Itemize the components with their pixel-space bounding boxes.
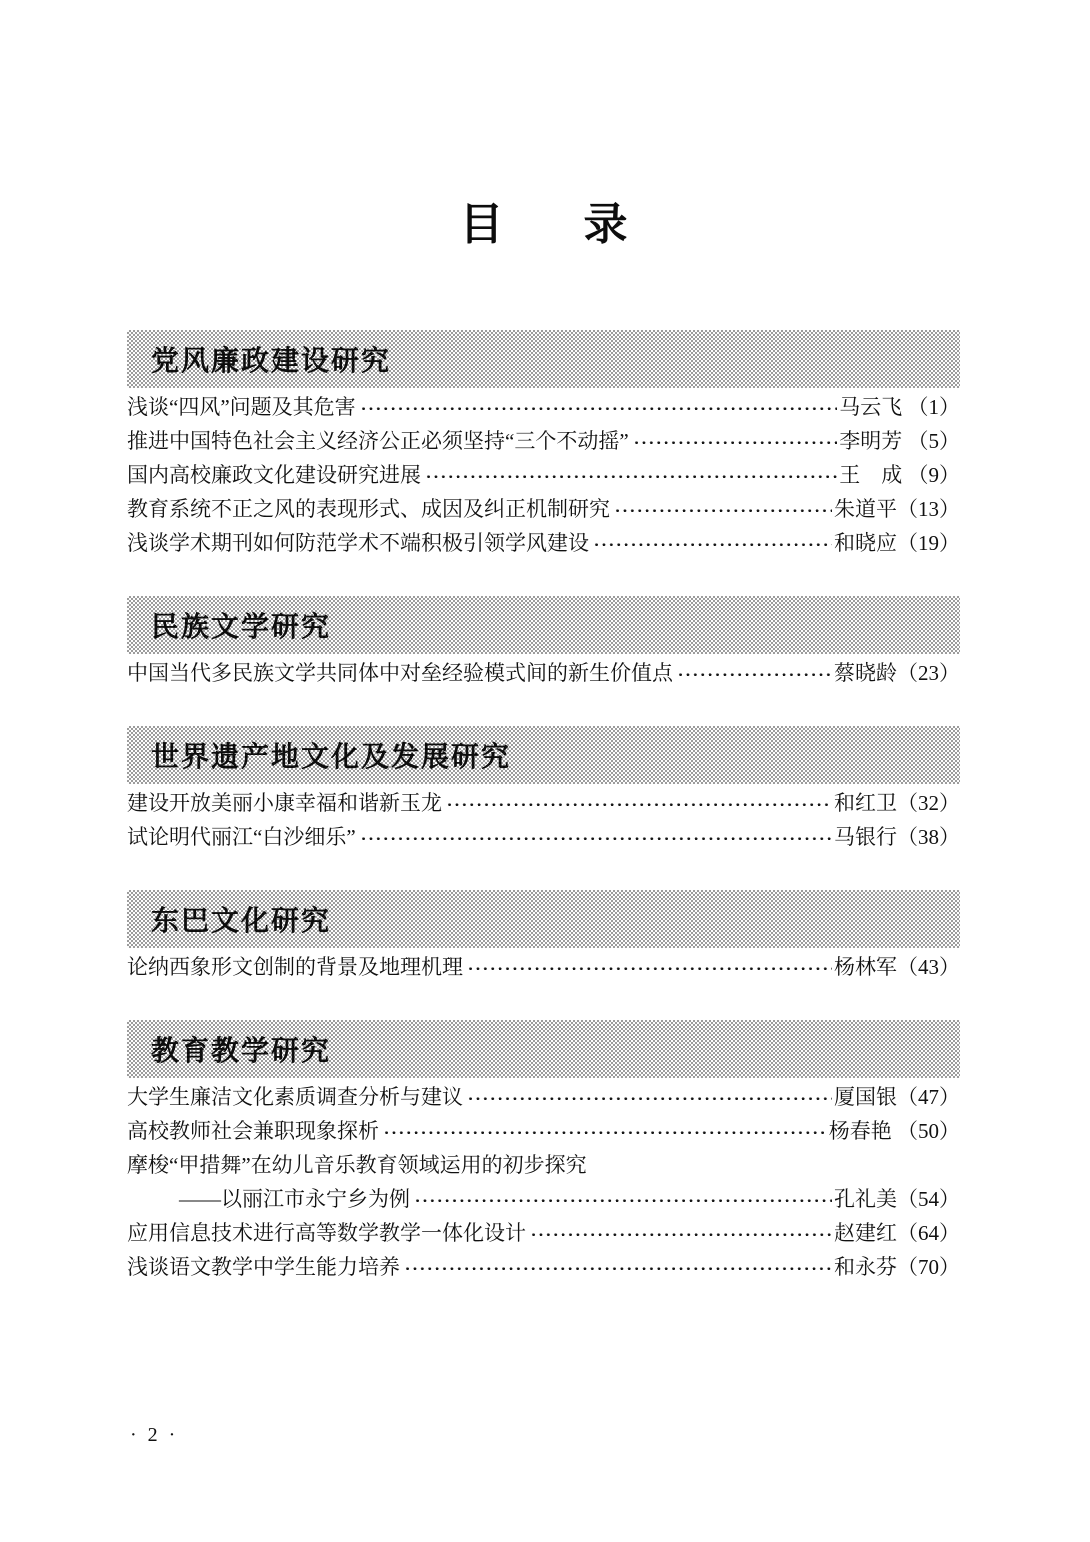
toc-entry-title-line xyxy=(127,1148,960,1182)
entry-ref xyxy=(834,786,960,820)
entry-title: 建设开放美丽小康幸福和谐新玉龙 xyxy=(127,791,442,815)
entry-ref xyxy=(839,390,960,424)
toc-entry xyxy=(127,1216,960,1250)
dot-leader xyxy=(360,820,832,854)
entry-page-number: （5） xyxy=(902,429,960,453)
toc-entry xyxy=(127,1182,960,1216)
dot-leader xyxy=(414,1182,832,1216)
page-title-char-1: 目 xyxy=(459,200,504,249)
entry-title: 论纳西象形文创制的背景及地理机理 xyxy=(127,955,463,979)
section-entries xyxy=(127,784,960,854)
entry-title: 浅谈语文教学中学生能力培养 xyxy=(127,1255,400,1279)
dot-leader xyxy=(467,1080,832,1114)
entry-title: 推进中国特色社会主义经济公正必须坚持“三个不动摇” xyxy=(127,429,629,453)
section-heading-bar xyxy=(127,726,960,784)
section-entries xyxy=(127,654,960,690)
entry-author: 和晓应 xyxy=(834,531,897,555)
toc-entry xyxy=(127,656,960,690)
entry-page-number: （38） xyxy=(897,825,960,849)
entry-author: 赵建红 xyxy=(834,1221,897,1245)
section-heading-bar xyxy=(127,1020,960,1078)
section-entries xyxy=(127,948,960,984)
dot-leader xyxy=(633,424,838,458)
section-heading-label: 教育教学研究 xyxy=(151,1035,332,1066)
entry-title: 浅谈“四风”问题及其危害 xyxy=(127,395,356,419)
entry-page-number: （1） xyxy=(902,395,960,419)
entry-ref xyxy=(834,656,960,690)
section-heading-label: 东巴文化研究 xyxy=(151,905,332,936)
entry-ref xyxy=(834,820,960,854)
entry-page-number: （70） xyxy=(897,1255,960,1279)
toc-entry xyxy=(127,950,960,984)
entry-page-number: （9） xyxy=(902,463,960,487)
toc-entry xyxy=(127,390,960,424)
dot-leader xyxy=(677,656,832,690)
dot-leader xyxy=(530,1216,832,1250)
toc-entry xyxy=(127,1080,960,1114)
section-heading-label: 世界遗产地文化及发展研究 xyxy=(151,741,512,772)
toc-entry xyxy=(127,820,960,854)
dot-leader xyxy=(593,526,832,560)
entry-author: 马云飞 xyxy=(839,395,903,419)
toc-sections xyxy=(127,330,960,1284)
dot-leader xyxy=(383,1114,827,1148)
dot-leader xyxy=(425,458,837,492)
entry-page-number: （43） xyxy=(897,955,960,979)
toc-section-4 xyxy=(127,890,960,984)
entry-page-number: （50） xyxy=(891,1119,960,1143)
entry-ref xyxy=(834,526,960,560)
entry-ref xyxy=(829,1114,960,1148)
entry-author: 孔礼美 xyxy=(834,1187,897,1211)
entry-title: 浅谈学术期刊如何防范学术不端积极引领学风建设 xyxy=(127,531,589,555)
entry-ref xyxy=(839,424,960,458)
entry-page-number: （32） xyxy=(897,791,960,815)
entry-page-number: （13） xyxy=(897,497,960,521)
toc-section-3 xyxy=(127,726,960,854)
toc-entry xyxy=(127,526,960,560)
entry-title: 国内高校廉政文化建设研究进展 xyxy=(127,463,421,487)
entry-author: 和红卫 xyxy=(834,791,897,815)
toc-section-1 xyxy=(127,330,960,560)
entry-page-number: （54） xyxy=(897,1187,960,1211)
page-title xyxy=(127,198,960,252)
page-title-char-2: 录 xyxy=(583,200,628,249)
section-heading-bar xyxy=(127,596,960,654)
entry-author: 蔡晓龄 xyxy=(834,661,897,685)
toc-entry xyxy=(127,492,960,526)
entry-author: 和永芬 xyxy=(834,1255,897,1279)
section-heading-label: 党风廉政建设研究 xyxy=(151,345,392,376)
page-number: · 2 · xyxy=(130,1424,179,1446)
entry-ref xyxy=(834,1250,960,1284)
section-entries xyxy=(127,388,960,560)
entry-page-number: （19） xyxy=(897,531,960,555)
dot-leader xyxy=(360,390,838,424)
entry-author: 王 成 xyxy=(839,463,903,487)
toc-entry xyxy=(127,424,960,458)
entry-author: 朱道平 xyxy=(834,497,897,521)
entry-title: 大学生廉洁文化素质调查分析与建议 xyxy=(127,1085,463,1109)
entry-page-number: （47） xyxy=(897,1085,960,1109)
entry-ref xyxy=(834,950,960,984)
entry-title: 高校教师社会兼职现象探析 xyxy=(127,1119,379,1143)
entry-ref xyxy=(834,1080,960,1114)
entry-title: ——以丽江市永宁乡为例 xyxy=(179,1187,410,1211)
entry-title: 试论明代丽江“白沙细乐” xyxy=(127,825,356,849)
entry-title: 教育系统不正之风的表现形式、成因及纠正机制研究 xyxy=(127,497,610,521)
section-heading-label: 民族文学研究 xyxy=(151,611,332,642)
toc-section-5 xyxy=(127,1020,960,1284)
entry-ref xyxy=(839,458,960,492)
entry-author: 李明芳 xyxy=(839,429,903,453)
section-heading-bar xyxy=(127,890,960,948)
toc-entry xyxy=(127,458,960,492)
dot-leader xyxy=(404,1250,832,1284)
entry-ref xyxy=(834,1216,960,1250)
toc-entry xyxy=(127,1250,960,1284)
dot-leader xyxy=(614,492,832,526)
section-heading-bar xyxy=(127,330,960,388)
entry-author: 厦国银 xyxy=(834,1085,897,1109)
toc-entry xyxy=(127,786,960,820)
entry-author: 杨林军 xyxy=(834,955,897,979)
toc-section-2 xyxy=(127,596,960,690)
section-entries xyxy=(127,1078,960,1284)
entry-author: 杨春艳 xyxy=(828,1119,892,1143)
toc-entry xyxy=(127,1114,960,1148)
entry-ref xyxy=(834,1182,960,1216)
entry-page-number: （23） xyxy=(897,661,960,685)
dot-leader xyxy=(446,786,832,820)
entry-ref xyxy=(834,492,960,526)
entry-title: 应用信息技术进行高等数学教学一体化设计 xyxy=(127,1221,526,1245)
entry-author: 马银行 xyxy=(834,825,897,849)
entry-title: 中国当代多民族文学共同体中对垒经验模式间的新生价值点 xyxy=(127,661,673,685)
dot-leader xyxy=(467,950,832,984)
entry-title: 摩梭“甲措舞”在幼儿音乐教育领域运用的初步探究 xyxy=(127,1153,587,1177)
entry-page-number: （64） xyxy=(897,1221,960,1245)
